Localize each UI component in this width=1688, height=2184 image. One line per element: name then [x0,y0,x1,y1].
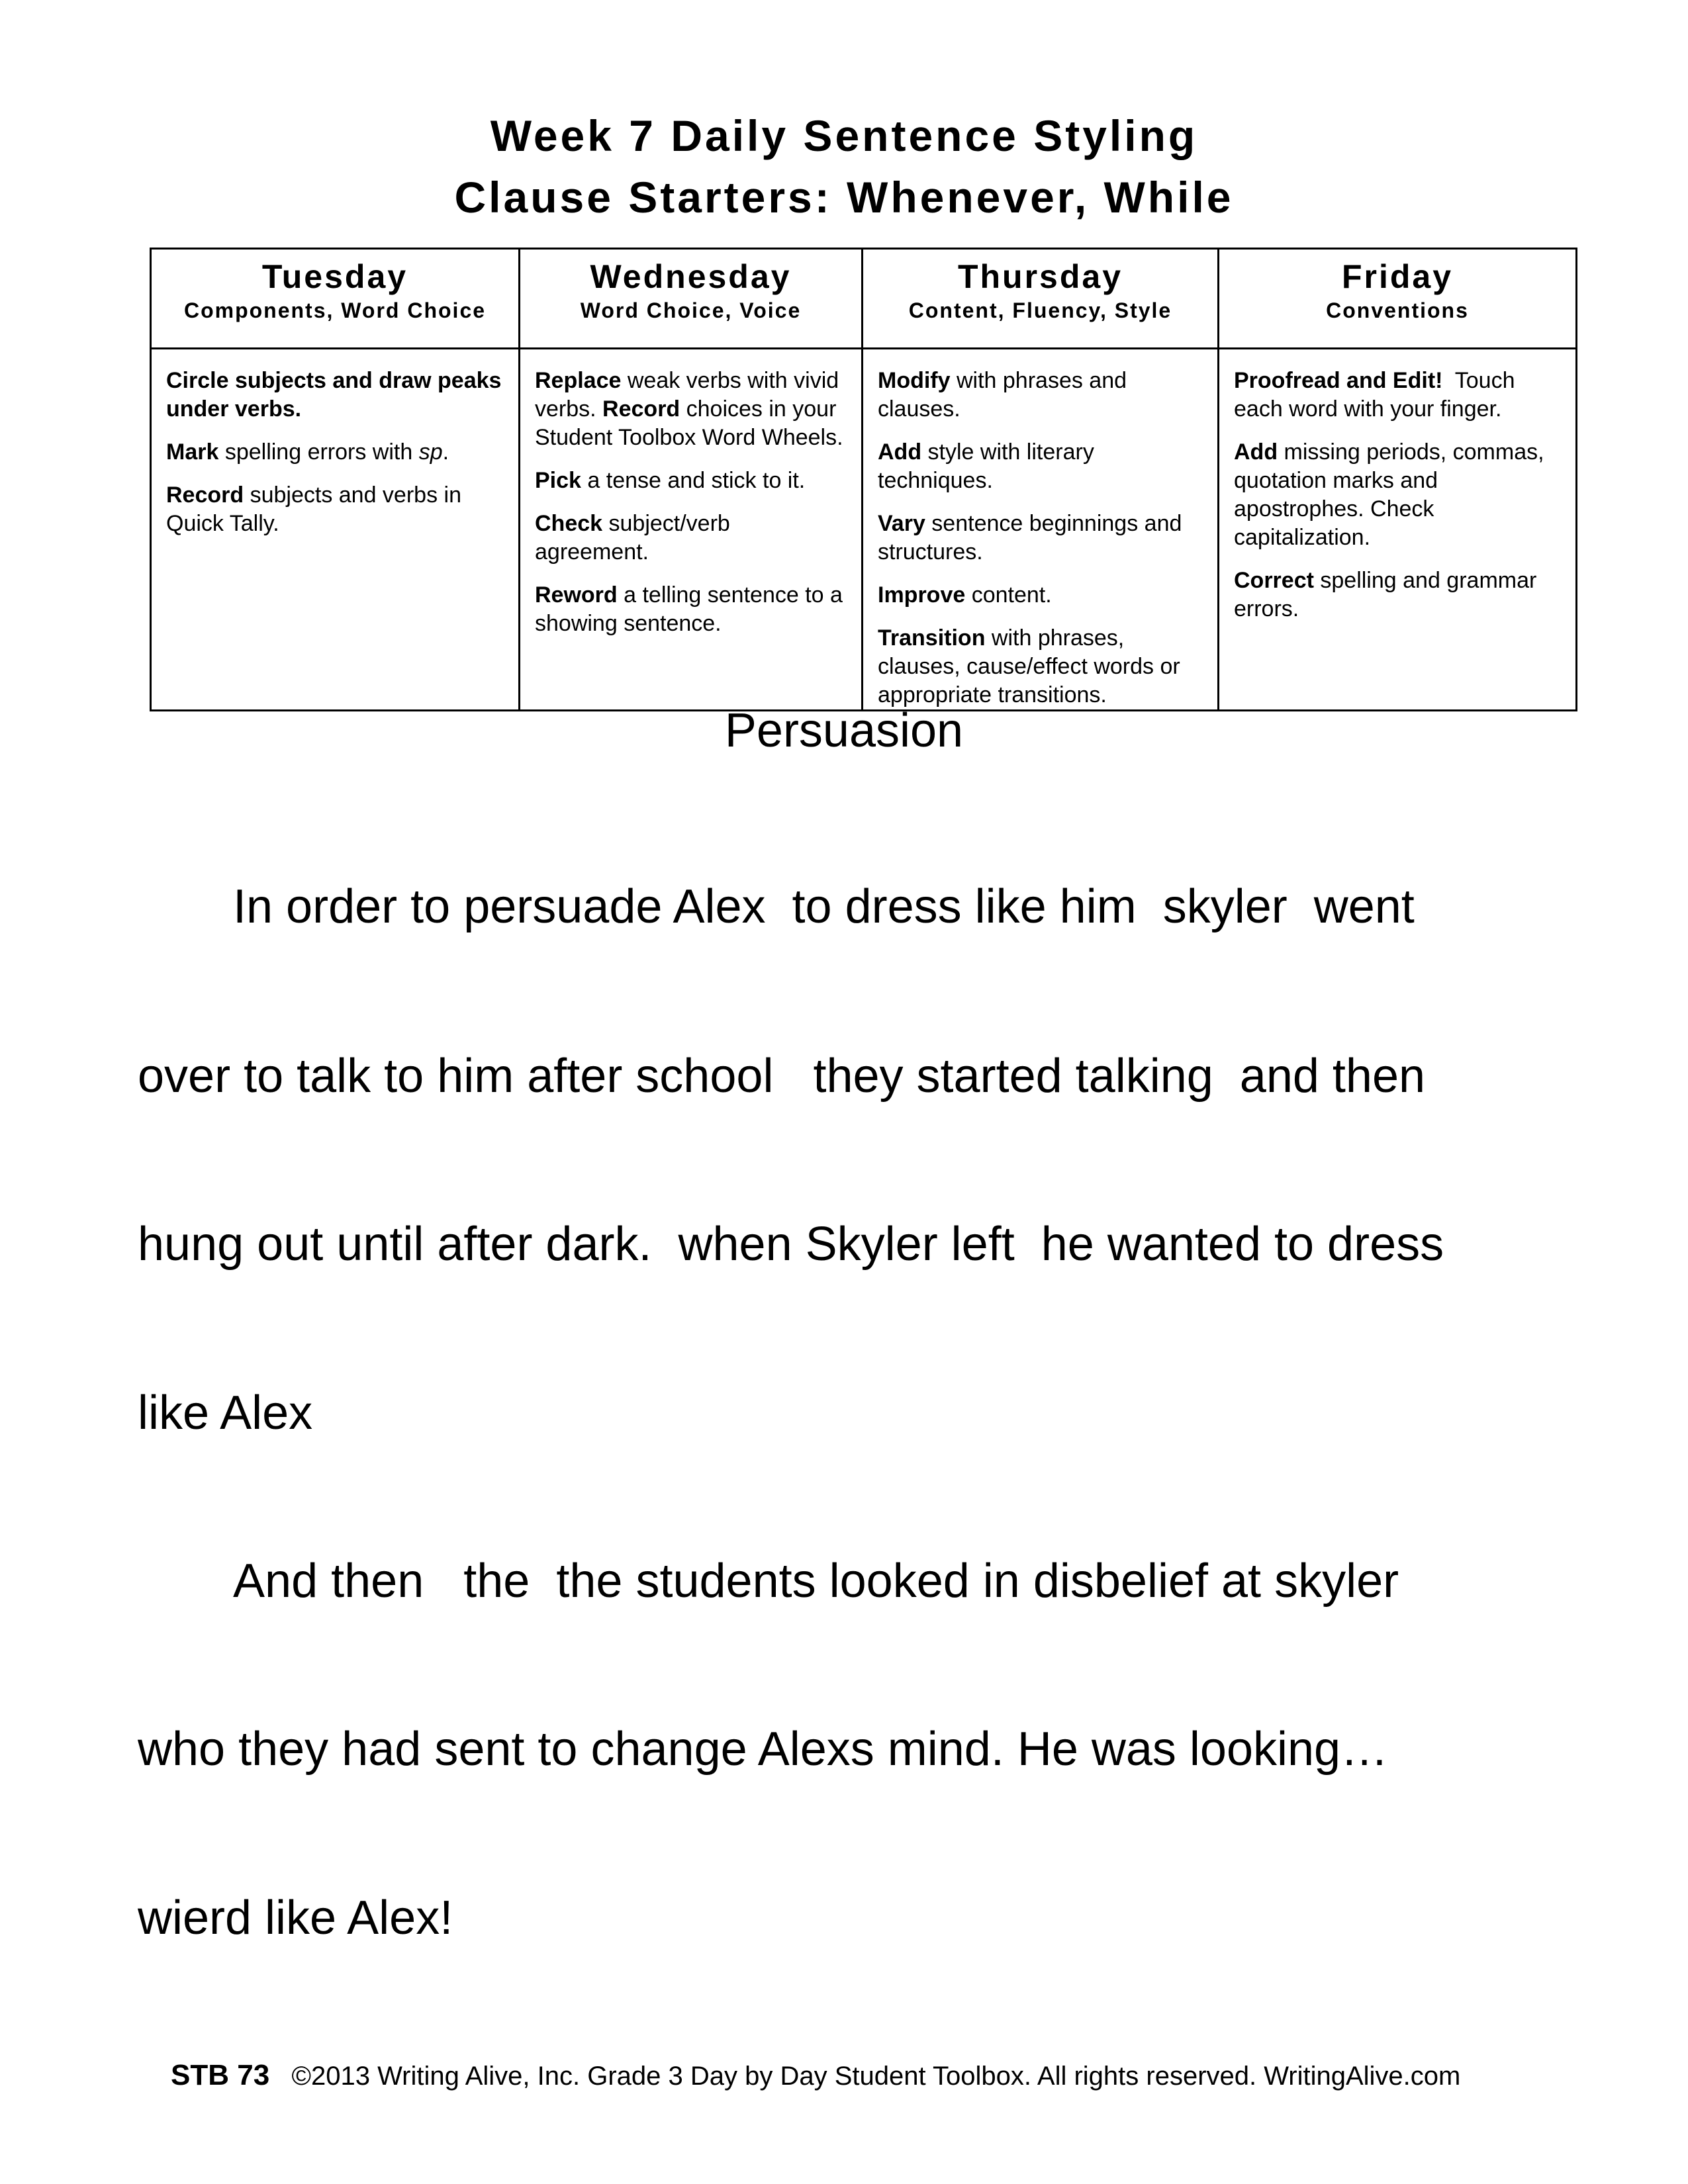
step-keyword: Record [166,482,244,508]
step-keyword: Proofread and Edit! [1234,368,1443,393]
day-name: Wednesday [590,258,792,295]
step-item [535,367,849,452]
copyright-text: ©2013 Writing Alive, Inc. Grade 3 Day by Day Student Toolbox. All rights reserved. WritingAlive.com [291,2062,1461,2091]
step-text: . [442,439,449,465]
step-text: a telling sentence to a showing sentence. [535,582,843,636]
step-text: spelling errors with [218,439,419,465]
step-item [878,510,1205,567]
worksheet-title: Week 7 Daily Sentence Styling [490,111,1198,160]
step-text: Touch each word with your finger. [1234,368,1521,422]
step-keyword: Mark [166,439,219,465]
day-name: Thursday [957,258,1123,295]
step-text: subjects and verbs in Quick Tally. [166,482,461,536]
day-steps-wednesday [520,349,863,711]
essay-title: Persuasion [724,704,964,757]
schedule-steps-row [151,349,1577,711]
step-text: spelling and grammar errors. [1234,568,1537,621]
step-item [1234,567,1564,623]
step-text: a tense and stick to it. [581,468,806,493]
step-item [166,438,506,467]
step-item [535,581,849,638]
step-text: sentence beginnings and structures. [878,511,1182,565]
day-steps-thursday [863,349,1219,711]
step-item [878,367,1205,424]
essay-line: like Alex [138,1387,313,1439]
schedule-header-row [151,249,1577,349]
step-keyword: Add [1234,439,1278,465]
day-focus: Conventions [1326,298,1469,322]
step-item [166,367,506,424]
step-text: missing periods, commas, quotation marks and apostrophes. Check capitalization. [1234,439,1544,550]
step-keyword: Circle subjects and draw peaks under verbs. [166,368,502,422]
step-text: weak verbs with vivid verbs. [535,368,839,422]
essay-line: wierd like Alex! [138,1891,453,1944]
step-keyword: Improve [878,582,966,608]
step-text: subject/verb agreement. [535,511,730,565]
day-steps-tuesday [151,349,520,711]
step-text: content. [965,582,1052,608]
step-keyword: Add [878,439,922,465]
step-keyword: Check [535,511,603,536]
step-item [1234,367,1564,424]
step-item [878,438,1205,495]
step-keyword: Correct [1234,568,1314,593]
step-keyword: Transition [878,625,986,651]
step-keyword: Vary [878,511,925,536]
step-text: with phrases and clauses. [878,368,1127,422]
step-item [535,467,849,495]
step-keyword: Reword [535,582,618,608]
step-keyword: Record [602,396,680,422]
daily-schedule-table [150,248,1577,711]
essay-line: And then the the students looked in disbelief at skyler [233,1555,1399,1608]
step-item [878,581,1205,610]
step-text: choices in your Student Toolbox Word Wheels. [535,396,843,450]
day-focus: Word Choice, Voice [580,298,802,322]
step-item [535,510,849,567]
essay-line: over to talk to him after school they started talking and then [138,1050,1426,1103]
step-item [878,624,1205,709]
step-item [166,481,506,538]
day-header-friday [1219,249,1577,349]
worksheet-subtitle: Clause Starters: Whenever, While [454,173,1234,222]
day-name: Tuesday [261,258,408,295]
page-footer [171,2061,1460,2090]
day-focus: Components, Word Choice [183,298,487,322]
step-item [1234,438,1564,552]
step-text: style with literary techniques. [878,439,1094,493]
step-keyword: Modify [878,368,951,393]
day-focus: Content, Fluency, Style [908,298,1172,322]
day-name: Friday [1341,258,1454,295]
essay-line: hung out until after dark. when Skyler left he wanted to dress [138,1218,1444,1271]
step-keyword: Pick [535,468,581,493]
step-text: with phrases, clauses, cause/effect words or appropriate transitions. [878,625,1180,707]
day-header-tuesday [151,249,520,349]
day-header-wednesday [520,249,863,349]
page-code: STB 73 [171,2059,270,2091]
essay-line: In order to persuade Alex to dress like him skyler went [233,880,1415,933]
day-header-thursday [863,249,1219,349]
essay-line: who they had sent to change Alexs mind. He was looking… [138,1723,1389,1776]
step-keyword: Replace [535,368,622,393]
day-steps-friday [1219,349,1577,711]
step-abbrev: sp [418,439,443,465]
